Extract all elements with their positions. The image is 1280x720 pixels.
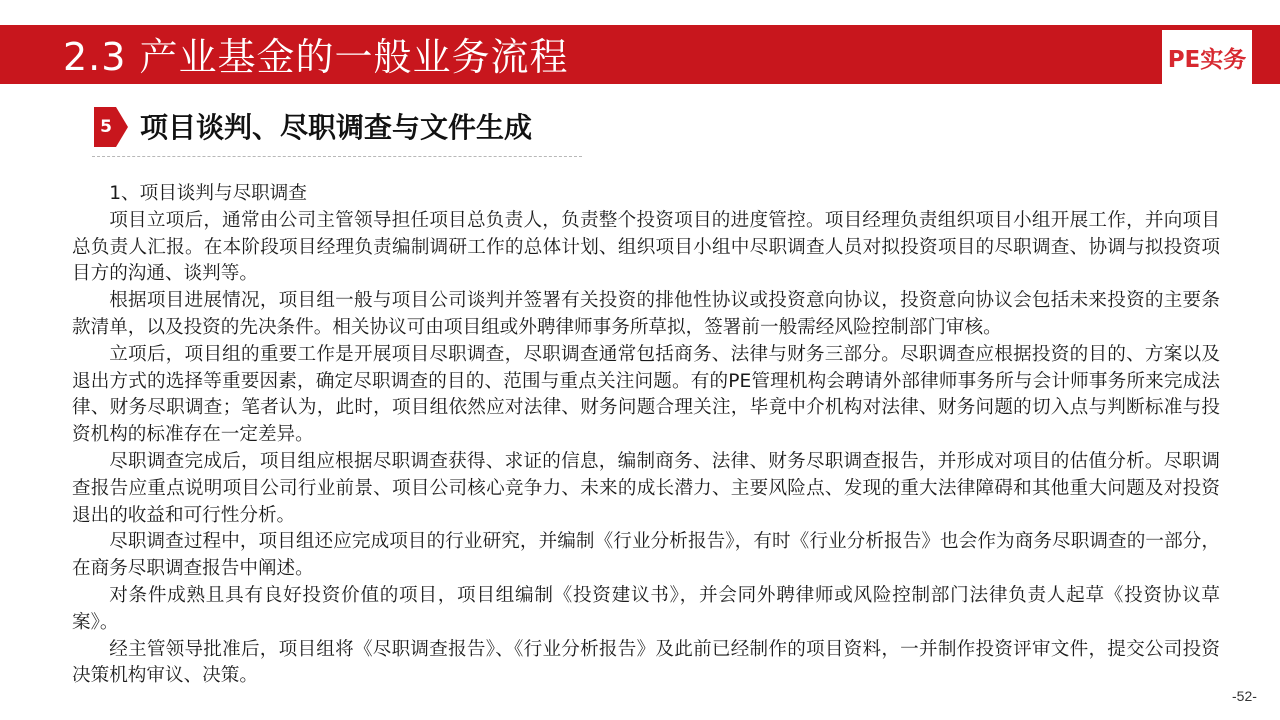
title-bar-right-tab <box>1252 25 1280 84</box>
paragraph: 尽职调查完成后，项目组应根据尽职调查获得、求证的信息，编制商务、法律、财务尽职调查报告，并形成对项目的估值分析。尽职调查报告应重点说明项目公司行业前景、项目公司核心竞争力、未来的成长潜力、主要风险点、发现的重大法律障碍和其他重大问题及对投资退出的收益和可行性分析。 <box>72 450 1220 526</box>
section-number: 5 <box>100 117 112 137</box>
paragraph: 立项后，项目组的重要工作是开展项目尽职调查，尽职调查通常包括商务、法律与财务三部分。尽职调查应根据投资的目的、方案以及退出方式的选择等重要因素，确定尽职调查的目的、范围与重点关注问题。有的PE管理机构会聘请外部律师事务所与会计师事务所来完成法律、财务尽职调查；笔者认为，此时，项目组依然应对法律、财务问题合理关注，毕竟中介机构对法律、财务问题的切入点与判断标准与投资机构的标准存在一定差异。 <box>72 343 1220 446</box>
page-number: -52- <box>1232 688 1257 704</box>
paragraph: 对条件成熟且具有良好投资价值的项目，项目组编制《投资建议书》，并会同外聘律师或风险控制部门法律负责人起草《投资协议草案》。 <box>72 584 1220 633</box>
section-divider <box>92 156 582 157</box>
paragraph: 根据项目进展情况，项目组一般与项目公司谈判并签署有关投资的排他性协议或投资意向协议，投资意向协议会包括未来投资的主要条款清单，以及投资的先决条件。相关协议可由项目组或外聘律师事务所草拟，签署前一般需经风险控制部门审核。 <box>72 290 1220 338</box>
section-title: 项目谈判、尽职调查与文件生成 <box>140 111 533 144</box>
slide-title: 2.3 产业基金的一般业务流程 <box>63 35 569 79</box>
subheading: 1、项目谈判与尽职调查 <box>109 183 307 204</box>
paragraph: 尽职调查过程中，项目组还应完成项目的行业研究，并编制《行业分析报告》，有时《行业分析报告》也会作为商务尽职调查的一部分，在商务尽职调查报告中阐述。 <box>72 531 1220 580</box>
paragraph: 项目立项后，通常由公司主管领导担任项目总负责人，负责整个投资项目的进度管控。项目经理负责组织项目小组开展工作，并向项目总负责人汇报。在本阶段项目经理负责编制调研工作的总体计划、组织项目小组中尽职调查人员对拟投资项目的尽职调查、协调与拟投资项目方的沟通、谈判等。 <box>72 209 1220 285</box>
body-text <box>72 181 1220 690</box>
brand-logo-text: PE实务 <box>1167 46 1247 73</box>
brand-box <box>1162 30 1252 84</box>
paragraph: 经主管领导批准后，项目组将《尽职调查报告》、《行业分析报告》及此前已经制作的项目资料，一并制作投资评审文件，提交公司投资决策机构审议、决策。 <box>72 638 1220 687</box>
